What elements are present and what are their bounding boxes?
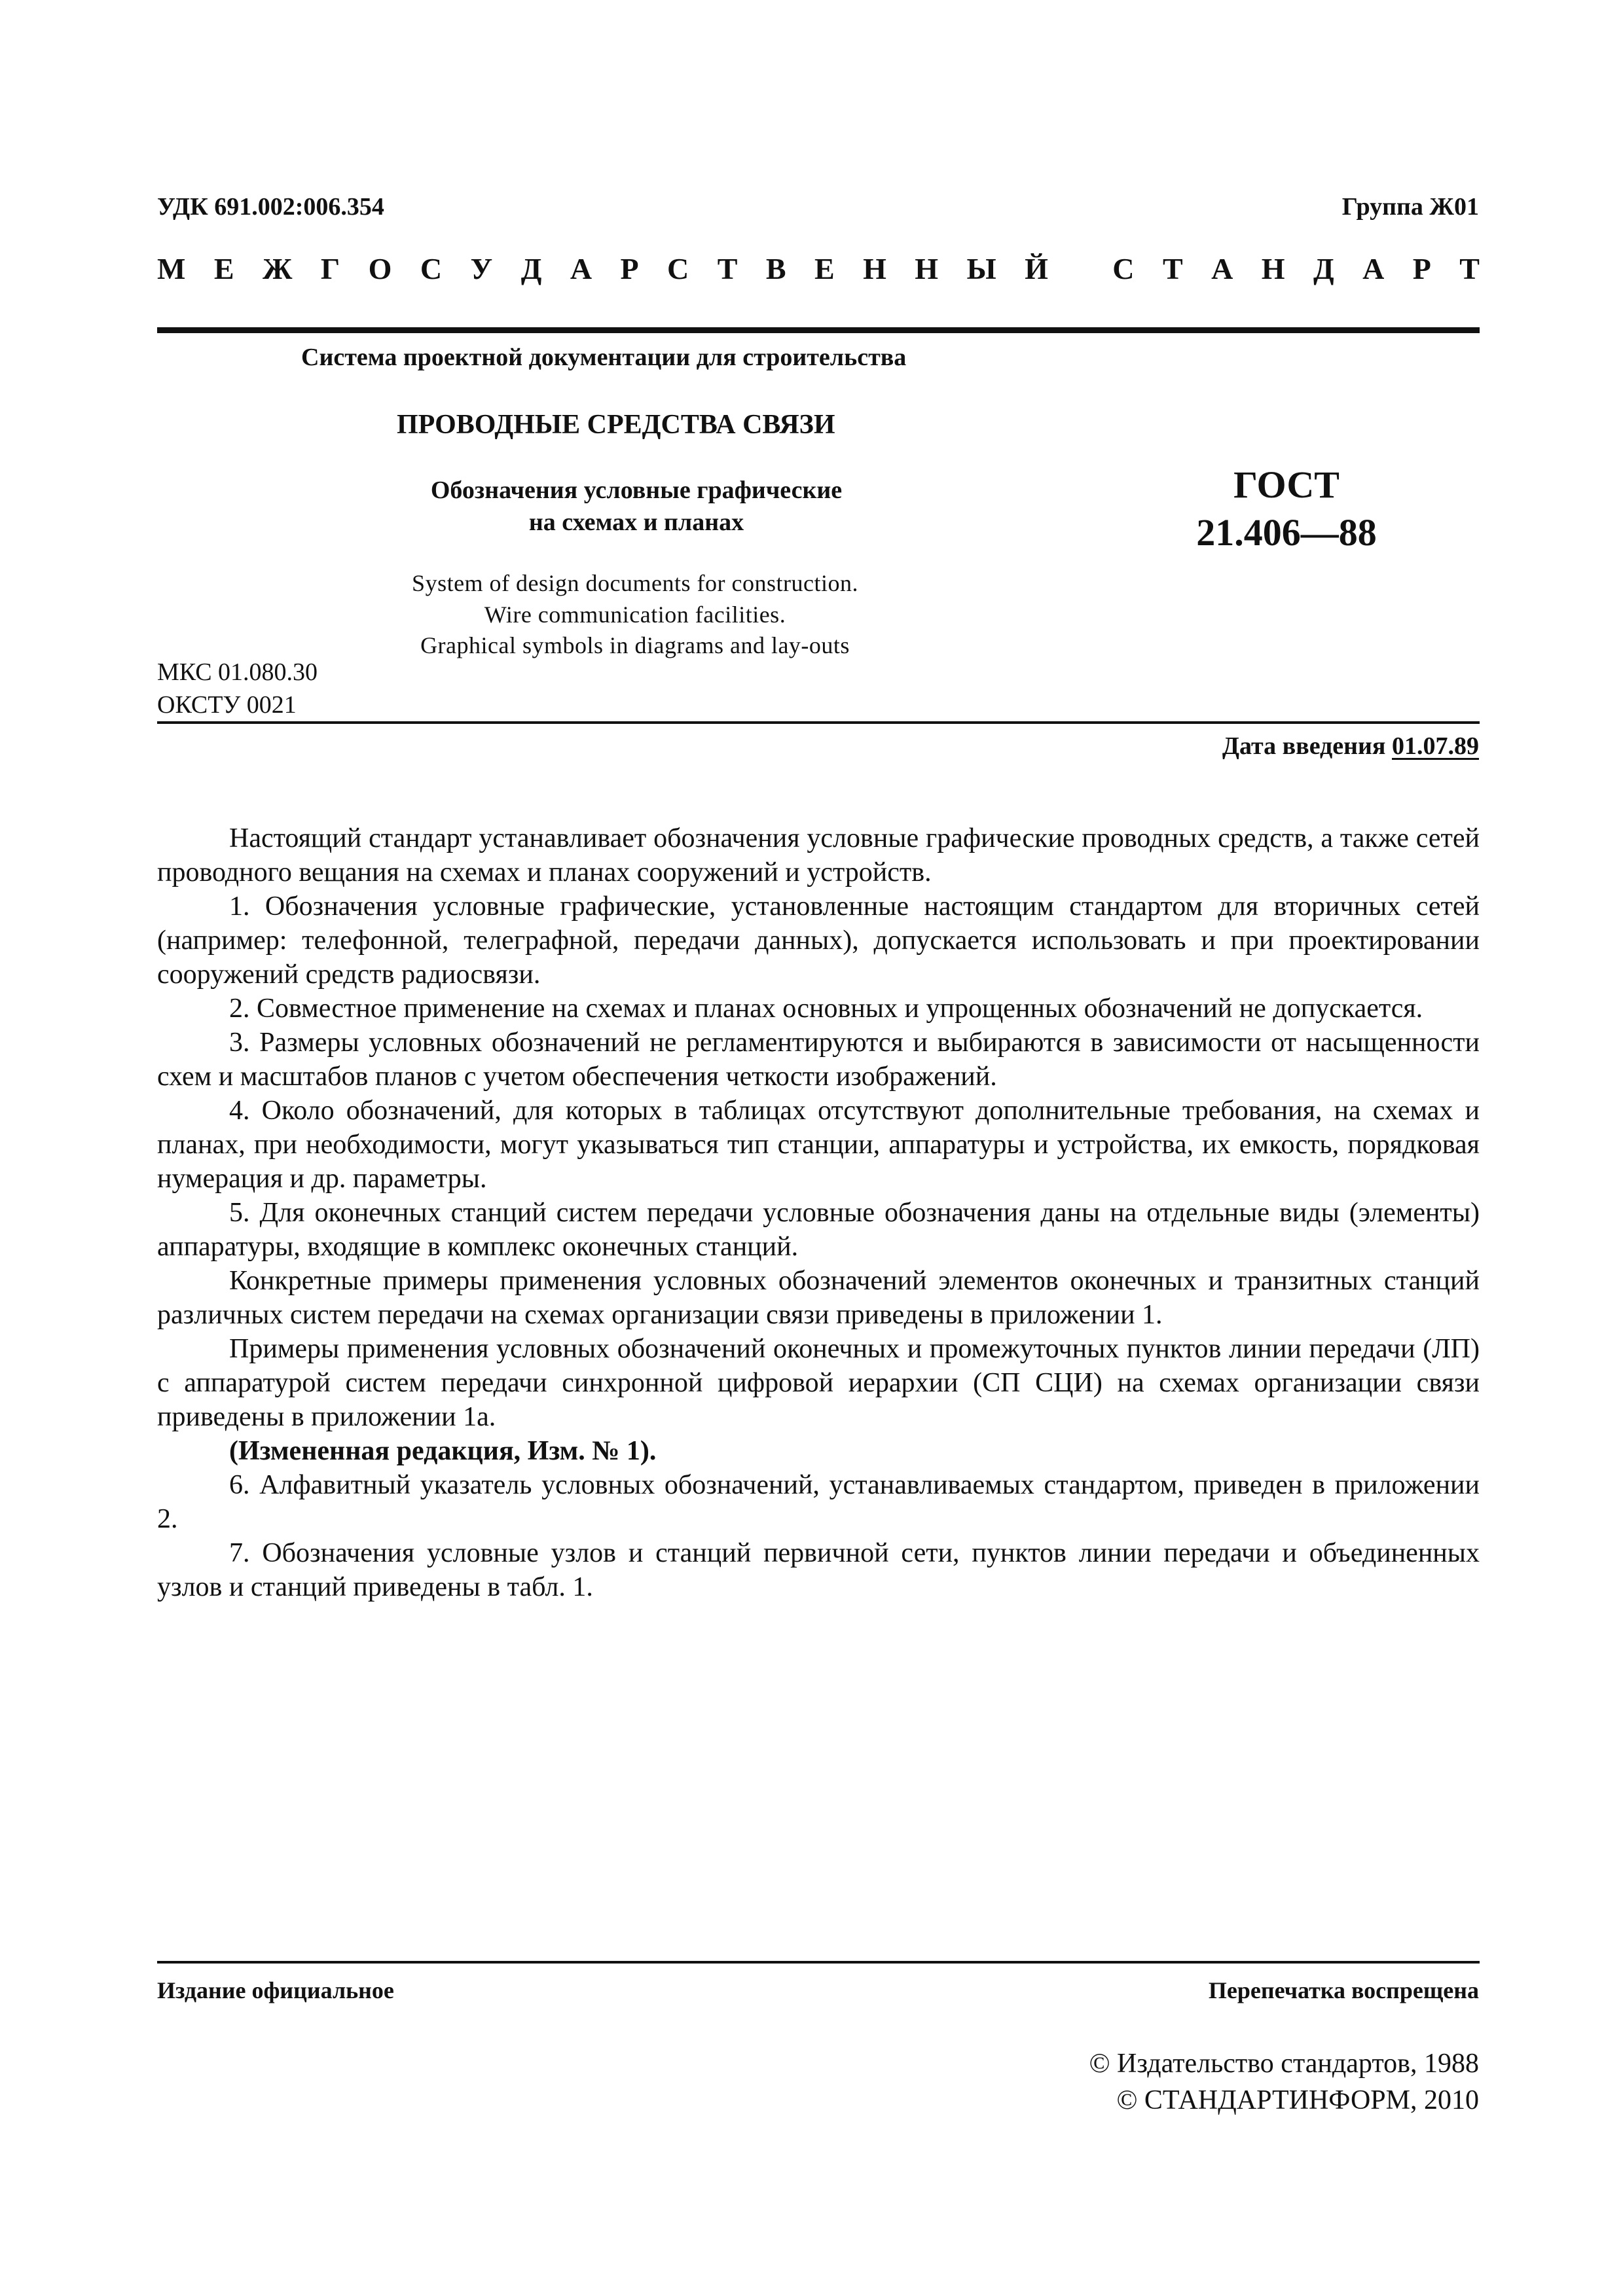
heading-letter: Р bbox=[1412, 252, 1431, 285]
heading-letter: С bbox=[667, 252, 689, 285]
heading-letter: Т bbox=[1459, 252, 1480, 285]
heading-letter: Д bbox=[520, 252, 542, 285]
heading-letter: С bbox=[420, 252, 443, 285]
okstu-code: ОКСТУ 0021 bbox=[157, 691, 297, 719]
header-divider bbox=[157, 327, 1480, 333]
document-subtitle bbox=[374, 475, 898, 539]
heading-letter: В bbox=[765, 252, 786, 285]
paragraph: 1. Обозначения условные графические, установленные настоящим стандартом для вторичных сетей (например: телефонной, телеграфной, передачи данных), допускается использовать и при проектировании сооружений средств радиосвязи. bbox=[157, 891, 1480, 990]
paragraph: Конкретные примеры применения условных обозначений элементов оконечных и транзитных станций различных систем передачи на схемах организации связи приведены в приложении 1. bbox=[157, 1266, 1480, 1330]
intro-date-value: 01.07.89 bbox=[1392, 732, 1479, 760]
copyright-line: © Издательство стандартов, 1988 bbox=[1089, 2049, 1479, 2079]
system-title: Система проектной документации для строительства bbox=[301, 344, 907, 371]
title-divider bbox=[157, 721, 1480, 724]
heading-letter: Е bbox=[213, 252, 234, 285]
reprint-notice: Перепечатка воспрещена bbox=[1208, 1977, 1479, 2003]
paragraph: 4. Около обозначений, для которых в таблицах отсутствуют дополнительные требования, на схемах и планах, при необходимости, могут указываться тип станции, аппаратуры и устройства, их емкость, порядковая нумерация и др. параметры. bbox=[157, 1096, 1480, 1194]
udk-code: УДК 691.002:006.354 bbox=[157, 193, 384, 221]
heading-letter: Н bbox=[915, 252, 939, 285]
heading-letter: Д bbox=[1313, 252, 1334, 285]
paragraph: 6. Алфавитный указатель условных обозначений, устанавливаемых стандартом, приведен в приложении 2. bbox=[157, 1470, 1480, 1534]
heading-letter: Н bbox=[863, 252, 886, 285]
copyright-line: © СТАНДАРТИНФОРМ, 2010 bbox=[1116, 2085, 1479, 2115]
copyright-block bbox=[1089, 2045, 1479, 2119]
gost-number bbox=[1172, 461, 1401, 556]
paragraph: Настоящий стандарт устанавливает обозначения условные графические проводных средств, а также сетей проводного вещания на схемах и планах сооружений и устройств. bbox=[157, 823, 1480, 888]
heading-letter: Н bbox=[1261, 252, 1285, 285]
subtitle-line: на схемах и планах bbox=[528, 509, 744, 537]
paragraph: 5. Для оконечных станций систем передачи условные обозначения даны на отдельные виды (элементы) аппаратуры, входящие в комплекс оконечных станций. bbox=[157, 1198, 1480, 1262]
gost-label: ГОСТ bbox=[1233, 463, 1340, 506]
heading-letter: Е bbox=[814, 252, 835, 285]
mks-code: МКС 01.080.30 bbox=[157, 658, 318, 686]
paragraph: 2. Совместное применение на схемах и планах основных и упрощенных обозначений не допускается. bbox=[229, 994, 1423, 1024]
heading-letter: Ы bbox=[966, 252, 996, 285]
amendment-note: (Измененная редакция, Изм. № 1). bbox=[229, 1436, 657, 1466]
english-title-line: Wire communication facilities. bbox=[484, 601, 786, 628]
standard-kind-heading bbox=[157, 253, 1480, 286]
gost-code: 21.406—88 bbox=[1196, 511, 1377, 554]
heading-letter: Ж bbox=[262, 252, 293, 285]
subtitle-line: Обозначения условные графические bbox=[430, 476, 843, 504]
paragraph: 3. Размеры условных обозначений не регламентируются и выбираются в зависимости от насыщенности схем и масштабов планов с учетом обеспечения четкости изображений. bbox=[157, 1028, 1480, 1092]
heading-letter: Й bbox=[1025, 252, 1048, 285]
intro-date-label: Дата введения bbox=[1222, 732, 1392, 760]
introduction-date bbox=[1222, 732, 1479, 761]
english-title-line: System of design documents for construction. bbox=[412, 570, 858, 596]
heading-letter: Т bbox=[1162, 252, 1183, 285]
heading-letter: О bbox=[368, 252, 392, 285]
heading-letter bbox=[1076, 253, 1084, 286]
heading-letter: Г bbox=[320, 252, 340, 285]
heading-letter: У bbox=[470, 252, 493, 285]
heading-letter: А bbox=[570, 252, 593, 285]
group-code: Группа Ж01 bbox=[1341, 193, 1479, 221]
body-text bbox=[157, 821, 1480, 1604]
paragraph: Примеры применения условных обозначений оконечных и промежуточных пунктов линии передачи (ЛП) с аппаратурой систем передачи синхронной цифровой иерархии (СП СЦИ) на схемах организации связи приведены в приложении 1а. bbox=[157, 1334, 1480, 1432]
paragraph: 7. Обозначения условные узлов и станций первичной сети, пунктов линии передачи и объединенных узлов и станций приведены в табл. 1. bbox=[157, 1538, 1480, 1602]
english-title-line: Graphical symbols in diagrams and lay-outs bbox=[420, 632, 850, 659]
heading-letter: М bbox=[157, 252, 186, 285]
footer-divider bbox=[157, 1961, 1480, 1964]
document-title: ПРОВОДНЫЕ СРЕДСТВА СВЯЗИ bbox=[397, 410, 835, 440]
heading-letter: А bbox=[1211, 252, 1233, 285]
heading-letter: С bbox=[1112, 252, 1135, 285]
classification-codes bbox=[157, 656, 318, 721]
heading-letter: А bbox=[1362, 252, 1385, 285]
edition-label: Издание официальное bbox=[157, 1977, 394, 2003]
english-title bbox=[327, 568, 943, 662]
heading-letter: Р bbox=[620, 252, 639, 285]
heading-letter: Т bbox=[717, 252, 738, 285]
